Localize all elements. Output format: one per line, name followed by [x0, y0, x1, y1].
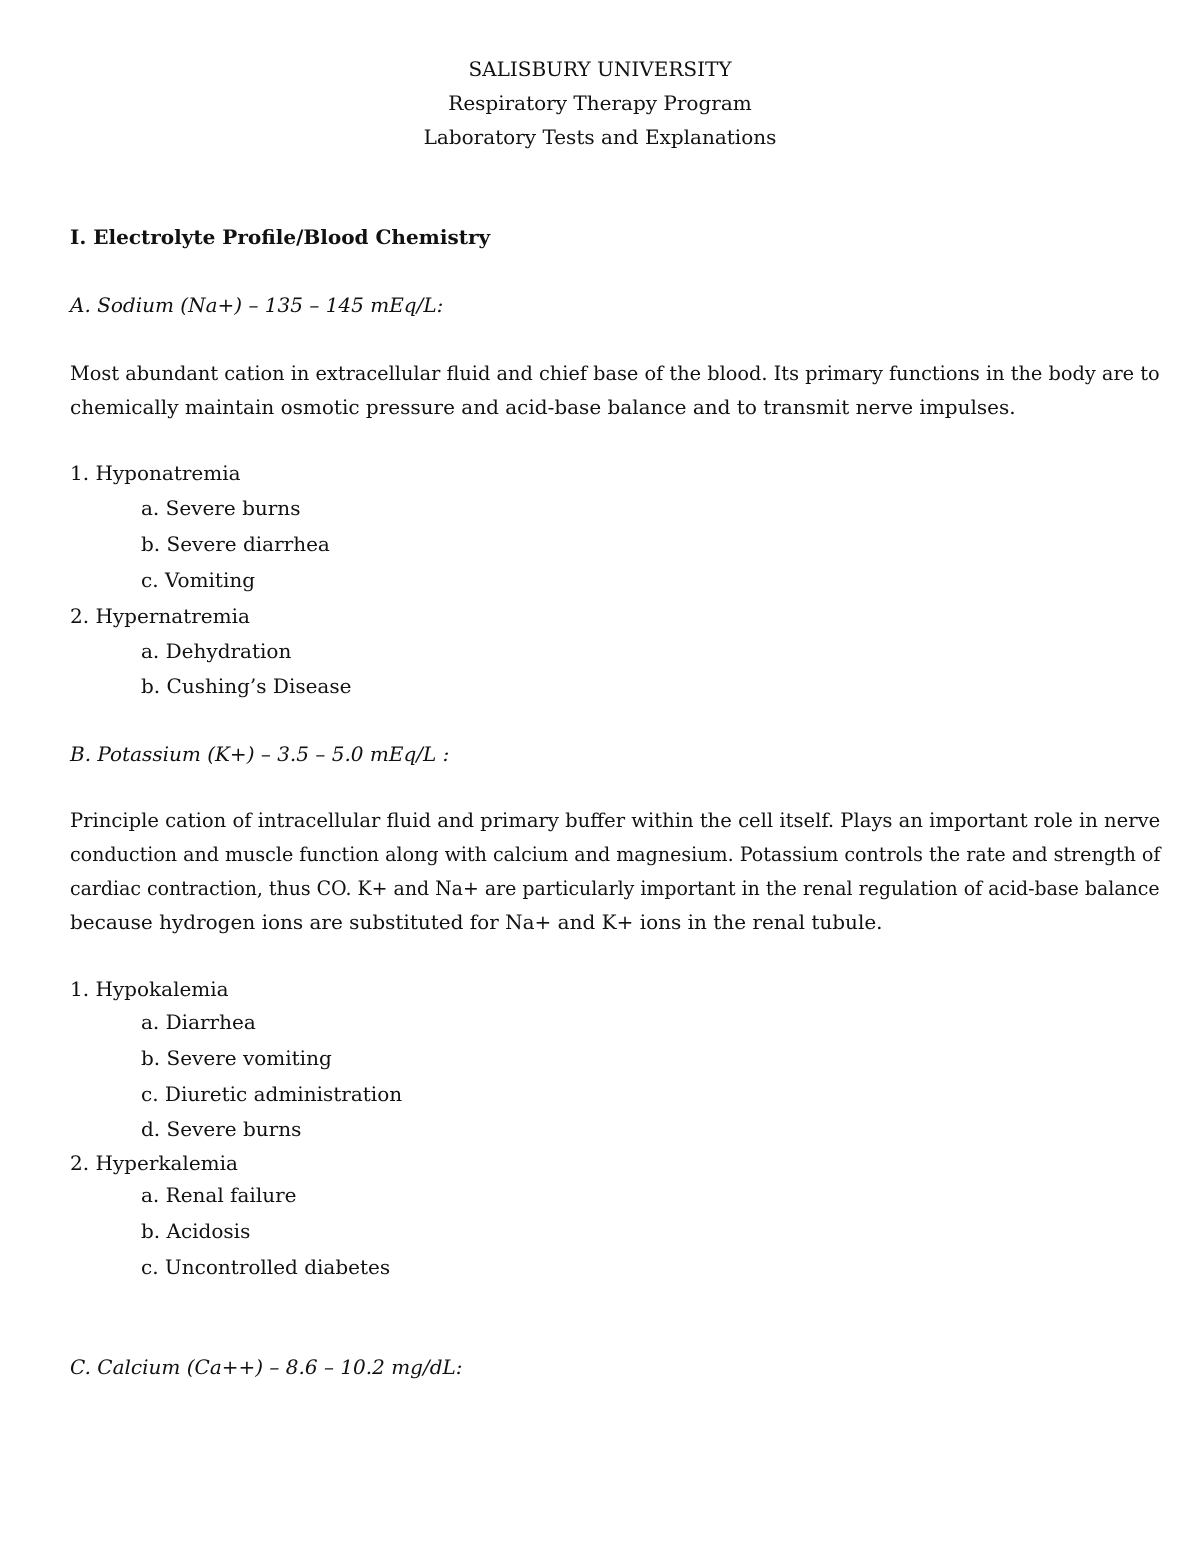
potassium-heading: B. Potassium (K+) – 3.5 – 5.0 mEq/L :	[70, 742, 450, 766]
sodium-paragraph-line: Most abundant cation in extracellular fluid and chief base of the blood. Its primary functions in the body are to	[70, 361, 1160, 385]
sodium-heading: A. Sodium (Na+) – 135 – 145 mEq/L:	[70, 293, 444, 317]
list-item: b. Cushing’s Disease	[141, 674, 352, 698]
list-label-hyperkalemia: 2. Hyperkalemia	[70, 1151, 238, 1175]
list-label-hypernatremia: 2. Hypernatremia	[70, 604, 250, 628]
sodium-paragraph-line: chemically maintain osmotic pressure and acid-base balance and to transmit nerve impulses.	[70, 395, 1016, 419]
potassium-paragraph-line: Principle cation of intracellular fluid and primary buffer within the cell itself. Plays an important role in nerve	[70, 808, 1161, 832]
program-name: Respiratory Therapy Program	[448, 91, 752, 115]
list-item: b. Severe vomiting	[141, 1046, 332, 1070]
university-name: SALISBURY UNIVERSITY	[468, 57, 732, 81]
potassium-paragraph-line: conduction and muscle function along with calcium and magnesium. Potassium controls the rate and strength of	[70, 842, 1161, 866]
list-label-hyponatremia: 1. Hyponatremia	[70, 461, 241, 485]
list-label-hypokalemia: 1. Hypokalemia	[70, 977, 229, 1001]
list-item: a. Severe burns	[141, 496, 301, 520]
list-item: a. Dehydration	[141, 639, 292, 663]
list-item: c. Uncontrolled diabetes	[141, 1255, 391, 1279]
calcium-heading: C. Calcium (Ca++) – 8.6 – 10.2 mg/dL:	[70, 1355, 463, 1379]
list-item: b. Acidosis	[141, 1219, 251, 1243]
list-item: c. Diuretic administration	[141, 1082, 403, 1106]
potassium-paragraph-line: cardiac contraction, thus CO. K+ and Na+ are particularly important in the renal regulation of acid-base balance	[70, 876, 1160, 900]
list-item: b. Severe diarrhea	[141, 532, 330, 556]
document-title: Laboratory Tests and Explanations	[423, 125, 777, 149]
list-item: a. Diarrhea	[141, 1010, 256, 1034]
list-item: d. Severe burns	[141, 1117, 302, 1141]
list-item: c. Vomiting	[141, 568, 256, 592]
potassium-paragraph-line: because hydrogen ions are substituted for Na+ and K+ ions in the renal tubule.	[70, 910, 883, 934]
section-heading: I. Electrolyte Profile/Blood Chemistry	[70, 225, 491, 249]
list-item: a. Renal failure	[141, 1183, 297, 1207]
